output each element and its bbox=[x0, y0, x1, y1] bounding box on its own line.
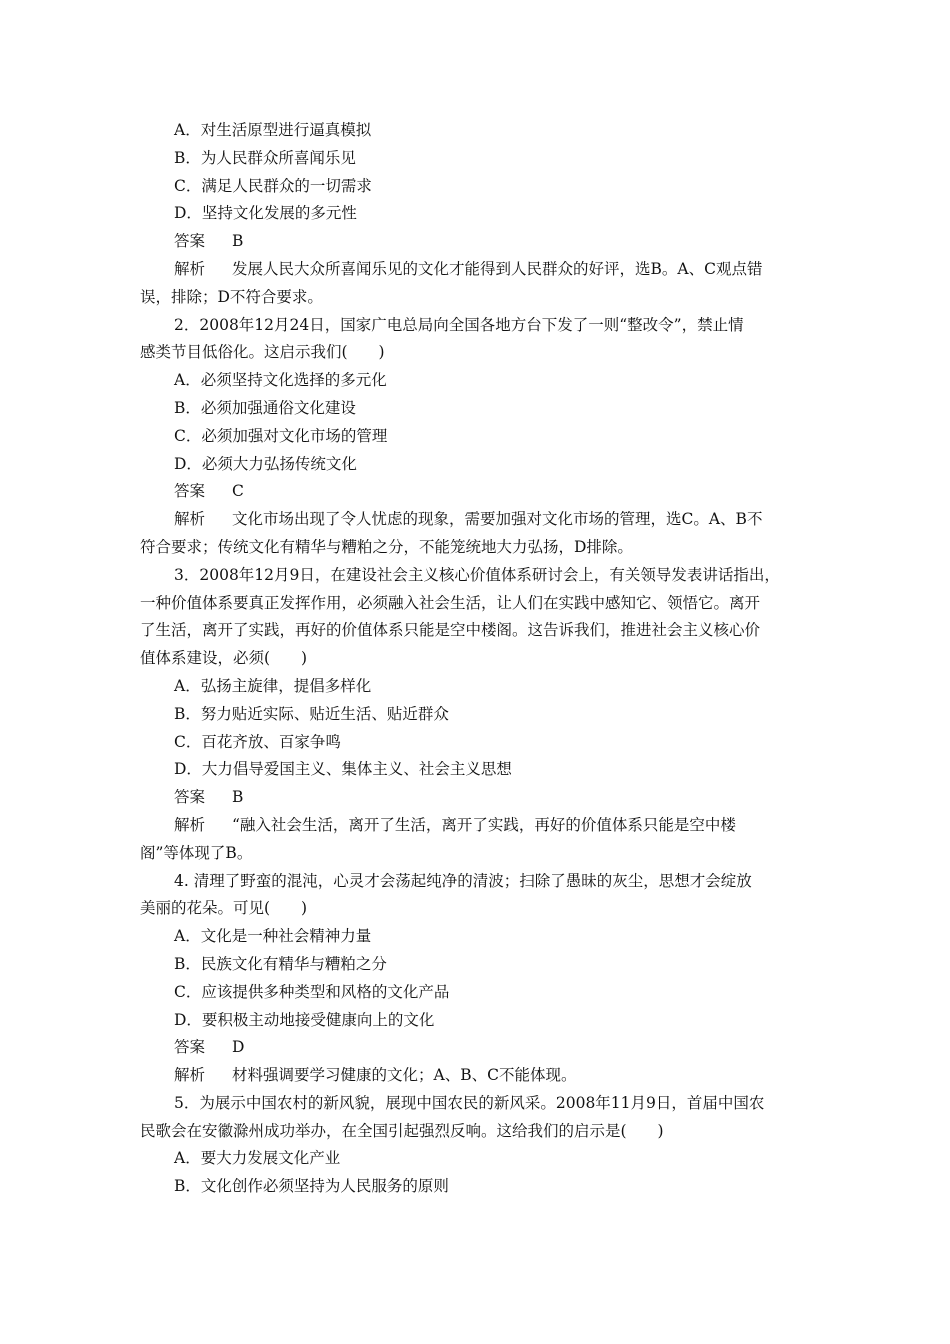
q3-option-b: B．努力贴近实际、贴近生活、贴近群众 bbox=[174, 704, 449, 723]
q3-option-c: C．百花齐放、百家争鸣 bbox=[174, 732, 341, 751]
q1-option-c: C．满足人民群众的一切需求 bbox=[174, 176, 372, 195]
q3-stem-cont-2: 了生活，离开了实践，再好的价值体系只能是空中楼阁。这告诉我们，推进社会主义核心价 bbox=[140, 621, 761, 640]
analysis-label: 解析 bbox=[174, 1066, 206, 1085]
q5-stem: 5．为展示中国农村的新风貌，展现中国农民的新风采。2008年11月9日，首届中国农 bbox=[174, 1093, 765, 1112]
q2-answer bbox=[140, 478, 812, 506]
analysis-text: 材料强调要学习健康的文化；A、B、C不能体现。 bbox=[232, 1066, 577, 1085]
q4-stem-cont: 美丽的花朵。可见( ) bbox=[140, 899, 308, 918]
q5-option-b: B．文化创作必须坚持为人民服务的原则 bbox=[174, 1177, 449, 1196]
q4-option-c: C．应该提供多种类型和风格的文化产品 bbox=[174, 982, 450, 1001]
q3-stem: 3．2008年12月9日，在建设社会主义核心价值体系研讨会上，有关领导发表讲话指出， bbox=[174, 565, 780, 584]
q4-answer bbox=[140, 1034, 812, 1062]
q4-option-b: B．民族文化有精华与糟粕之分 bbox=[174, 954, 387, 973]
analysis-text: 发展人民大众所喜闻乐见的文化才能得到人民群众的好评，选B。A、C观点错 bbox=[232, 259, 763, 278]
answer-label: 答案 bbox=[174, 232, 206, 251]
analysis-label: 解析 bbox=[174, 510, 206, 529]
answer-label: 答案 bbox=[174, 788, 206, 807]
q3-option-d: D．大力倡导爱国主义、集体主义、社会主义思想 bbox=[174, 760, 512, 779]
q1-option-a: A．对生活原型进行逼真模拟 bbox=[174, 121, 372, 139]
q3-analysis-cont: 阁”等体现了B。 bbox=[140, 843, 253, 862]
q4-option-a: A．文化是一种社会精神力量 bbox=[174, 927, 372, 946]
q2-analysis-cont: 符合要求；传统文化有精华与糟粕之分，不能笼统地大力弘扬，D排除。 bbox=[140, 537, 633, 556]
q4-analysis bbox=[140, 1062, 812, 1090]
q2-option-c: C．必须加强对文化市场的管理 bbox=[174, 426, 388, 445]
q4-option-d: D．要积极主动地接受健康向上的文化 bbox=[174, 1010, 435, 1029]
analysis-text: “融入社会生活，离开了生活，离开了实践，再好的价值体系只能是空中楼 bbox=[232, 815, 736, 834]
q5-stem-cont: 民歌会在安徽滁州成功举办，在全国引起强烈反响。这给我们的启示是( ) bbox=[140, 1121, 664, 1140]
q5-option-a: A．要大力发展文化产业 bbox=[174, 1149, 341, 1168]
q4-stem: 4. 清理了野蛮的混沌，心灵才会荡起纯净的清波；扫除了愚昧的灰尘，思想才会绽放 bbox=[174, 871, 752, 890]
q2-option-d: D．必须大力弘扬传统文化 bbox=[174, 454, 357, 473]
answer-label: 答案 bbox=[174, 482, 206, 501]
answer-value: D bbox=[232, 1038, 245, 1057]
q2-option-b: B．必须加强通俗文化建设 bbox=[174, 398, 356, 417]
q2-option-a: A．必须坚持文化选择的多元化 bbox=[174, 371, 387, 390]
q3-analysis bbox=[140, 812, 812, 840]
answer-label: 答案 bbox=[174, 1038, 206, 1057]
q1-option-b: B．为人民群众所喜闻乐见 bbox=[174, 148, 356, 167]
q1-option-d: D．坚持文化发展的多元性 bbox=[174, 204, 357, 223]
q3-option-a: A．弘扬主旋律，提倡多样化 bbox=[174, 676, 372, 695]
q1-analysis bbox=[140, 256, 812, 284]
q3-answer bbox=[140, 784, 812, 812]
q1-analysis-cont: 误，排除；D不符合要求。 bbox=[140, 287, 323, 306]
analysis-text: 文化市场出现了令人忧虑的现象，需要加强对文化市场的管理，选C。A、B不 bbox=[232, 510, 763, 529]
document-page bbox=[140, 117, 812, 1201]
q2-stem: 2．2008年12月24日，国家广电总局向全国各地方台下发了一则“整改令”，禁止情 bbox=[174, 315, 744, 334]
q3-stem-cont-3: 值体系建设，必须( ) bbox=[140, 649, 308, 668]
q3-stem-cont-1: 一种价值体系要真正发挥作用，必须融入社会生活，让人们在实践中感知它、领悟它。离开 bbox=[140, 593, 761, 612]
analysis-label: 解析 bbox=[174, 815, 206, 834]
q2-analysis bbox=[140, 506, 812, 534]
answer-value: B bbox=[232, 788, 244, 807]
analysis-label: 解析 bbox=[174, 259, 206, 278]
answer-value: B bbox=[232, 232, 244, 251]
q2-stem-cont: 感类节目低俗化。这启示我们( ) bbox=[140, 343, 385, 362]
answer-value: C bbox=[232, 482, 244, 501]
q1-answer bbox=[140, 228, 812, 256]
